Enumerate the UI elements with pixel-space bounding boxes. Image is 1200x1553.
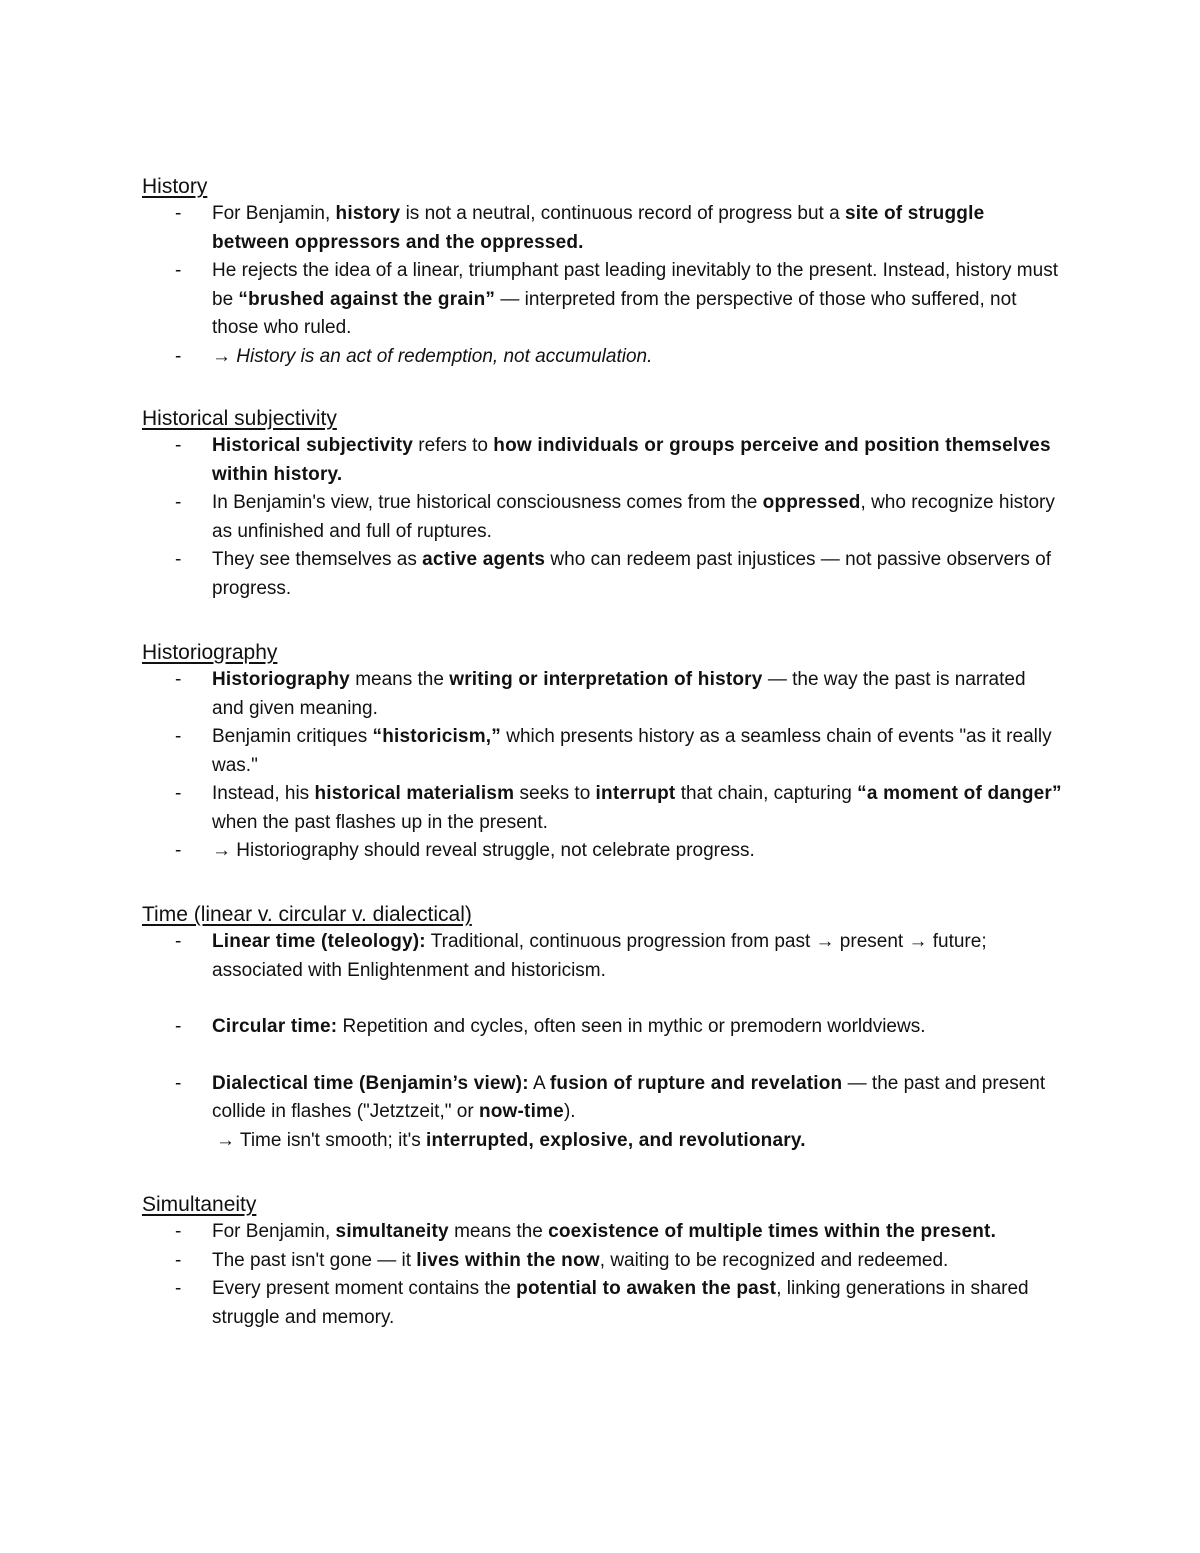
text-segment: seeks to (514, 783, 596, 804)
bullet-item (142, 1218, 1062, 1247)
section-history (142, 174, 1062, 371)
text-segment: means the (349, 669, 450, 690)
dash-bullet-icon: - (175, 1249, 182, 1271)
text-segment: that chain, capturing (675, 783, 858, 804)
bullet-list (142, 432, 1062, 603)
bullet-item (142, 723, 1062, 780)
text-segment: coexistence of multiple times within the present. (548, 1221, 997, 1242)
text-segment: writing or interpretation of history (449, 669, 763, 690)
dash-bullet-icon: - (175, 931, 182, 952)
section-heading: Historical subjectivity (142, 407, 337, 430)
text-segment: interrupted, explosive, and revolutionary. (425, 1129, 806, 1151)
text-segment: which presents history as a seamless chain of events "as it really was." (212, 726, 1052, 776)
dash-bullet-icon: - (175, 260, 182, 281)
bullet-list (142, 1218, 1062, 1332)
section-heading: Time (linear v. circular v. dialectical) (142, 903, 472, 926)
text-segment: , who recognize history as unfinished and full of ruptures. (212, 492, 1055, 542)
bullet-item (142, 1013, 1062, 1042)
text-segment: Traditional, continuous progression from past → present → future; associated with Enlightenment and historicism. (212, 931, 987, 981)
text-segment: Circular time: (212, 1016, 338, 1037)
section-heading: History (142, 175, 208, 198)
dash-bullet-icon: - (175, 203, 182, 224)
text-segment: fusion of rupture and revelation (549, 1072, 843, 1094)
bullet-item (142, 1275, 1062, 1332)
text-segment: oppressed (762, 492, 861, 513)
bullet-list (142, 666, 1062, 866)
text-segment: “brushed against the grain” (238, 288, 496, 310)
bullet-item (142, 343, 1062, 372)
text-segment: — the past and present collide in flashes ("Jetztzeit," or (212, 1072, 1046, 1122)
text-segment: , waiting to be recognized and redeemed. (599, 1249, 949, 1271)
text-segment: Historiography (212, 669, 350, 690)
text-segment: is not a neutral, continuous record of progress but a (400, 203, 845, 224)
text-segment: potential to awaken the past (516, 1278, 777, 1299)
section-time (142, 902, 1062, 1155)
bullet-item (142, 666, 1062, 723)
text-segment: Historical subjectivity (212, 435, 414, 456)
bullet-item (142, 1070, 1062, 1127)
text-segment: site of struggle between oppressors and the oppressed. (212, 203, 985, 253)
section-simultaneity (142, 1192, 1062, 1332)
continuation-line (142, 1127, 1062, 1156)
dash-bullet-icon: - (175, 783, 182, 804)
bullet-item (142, 837, 1062, 866)
bullet-list (142, 928, 1062, 1127)
text-segment: when the past flashes up in the present. (212, 811, 548, 833)
text-segment: historical materialism (314, 783, 515, 804)
text-segment: Benjamin critiques (212, 726, 373, 747)
bullet-item (142, 432, 1062, 489)
text-segment: → History is an act of redemption, not accumulation. (212, 345, 653, 367)
dash-bullet-icon: - (175, 1016, 182, 1037)
text-segment: A (528, 1072, 550, 1094)
text-segment: For Benjamin, (212, 203, 336, 224)
dash-bullet-icon: - (175, 669, 182, 690)
text-segment: who can redeem past injustices — not passive observers of progress. (212, 549, 1052, 599)
section-historiography (142, 640, 1062, 866)
bullet-item (142, 1247, 1062, 1276)
text-segment: active agents (422, 549, 546, 570)
text-segment: → Historiography should reveal struggle, not celebrate progress. (212, 840, 755, 861)
text-segment: simultaneity (335, 1221, 449, 1242)
text-segment: now-time (478, 1101, 564, 1122)
text-segment: , linking generations in shared struggle and memory. (212, 1278, 1029, 1328)
text-segment: history (335, 203, 401, 224)
text-segment: means the (448, 1221, 549, 1242)
text-segment: — interpreted from the perspective of those who suffered, not those who ruled. (212, 288, 1017, 338)
text-segment: Dialectical time (Benjamin’s view): (212, 1072, 529, 1094)
bullet-item (142, 200, 1062, 257)
section-heading: Simultaneity (142, 1193, 257, 1216)
dash-bullet-icon: - (175, 840, 182, 861)
text-segment: how individuals or groups perceive and position themselves within history. (212, 435, 1051, 485)
dash-bullet-icon: - (175, 1072, 182, 1094)
text-segment: interrupt (595, 783, 676, 804)
dash-bullet-icon: - (175, 549, 182, 570)
text-segment: Every present moment contains the (212, 1278, 517, 1299)
bullet-item (142, 489, 1062, 546)
text-segment: — the way the past is narrated and given meaning. (212, 669, 1026, 719)
bullet-item (142, 257, 1062, 343)
dash-bullet-icon: - (175, 345, 182, 367)
text-segment: ). (563, 1101, 576, 1122)
bullet-item (142, 780, 1062, 837)
text-segment: He rejects the idea of a linear, triumphant past leading inevitably to the present. Instead, history must be (212, 260, 1058, 310)
bullet-item (142, 928, 1062, 985)
text-segment: For Benjamin, (212, 1221, 336, 1242)
text-segment: Repetition and cycles, often seen in mythic or premodern worldviews. (337, 1016, 926, 1037)
bullet-list (142, 200, 1062, 371)
text-segment: In Benjamin's view, true historical consciousness comes from the (212, 492, 763, 513)
bullet-item (142, 546, 1062, 603)
text-segment: Linear time (teleology): (212, 931, 426, 952)
dash-bullet-icon: - (175, 435, 182, 456)
section-historical-subjectivity (142, 406, 1062, 603)
dash-bullet-icon: - (175, 1278, 182, 1299)
text-segment: They see themselves as (212, 549, 423, 570)
section-heading: Historiography (142, 641, 278, 664)
text-segment: “a moment of danger” (857, 783, 1062, 804)
dash-bullet-icon: - (175, 492, 182, 513)
text-segment: → Time isn't smooth; it's (216, 1129, 426, 1151)
dash-bullet-icon: - (175, 726, 182, 747)
text-segment: The past isn't gone — it (212, 1249, 417, 1271)
text-segment: Instead, his (212, 783, 315, 804)
text-segment: refers to (413, 435, 494, 456)
dash-bullet-icon: - (175, 1221, 182, 1242)
text-segment: “historicism,” (372, 726, 501, 747)
text-segment: lives within the now (416, 1249, 600, 1271)
